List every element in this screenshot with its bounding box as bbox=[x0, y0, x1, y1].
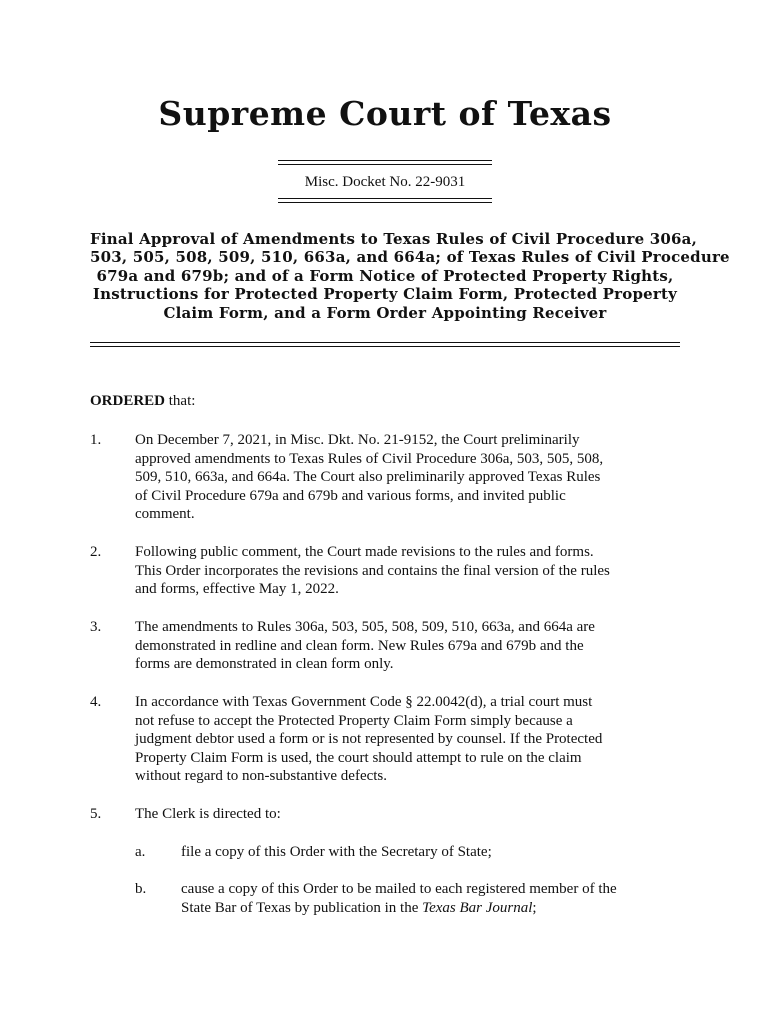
sub-item-text-post: ; bbox=[532, 899, 537, 916]
sub-item-text bbox=[181, 880, 681, 917]
item-text bbox=[135, 693, 681, 786]
docket-number: Misc. Docket No. 22-9031 bbox=[304, 174, 466, 190]
item-text bbox=[135, 431, 681, 524]
item-line: approved amendments to Texas Rules of Civil Procedure 306a, 503, 505, 508, bbox=[135, 450, 604, 467]
section-divider bbox=[90, 342, 680, 347]
docket-rule-top bbox=[278, 160, 492, 165]
item-line: On December 7, 2021, in Misc. Dkt. No. 21-9152, the Court preliminarily bbox=[135, 432, 580, 448]
docket-rule-bottom bbox=[278, 198, 492, 203]
order-heading bbox=[90, 230, 730, 322]
heading-line: Final Approval of Amendments to Texas Rules of Civil Procedure 306a, bbox=[90, 230, 697, 248]
item-number: 1. bbox=[90, 432, 102, 448]
heading-line: 503, 505, 508, 509, 510, 663a, and 664a; of Texas Rules of Civil Procedure bbox=[90, 248, 730, 267]
item-number: 2. bbox=[90, 544, 102, 560]
ordered-line bbox=[90, 393, 195, 410]
item-line: This Order incorporates the revisions and contains the final version of the rules bbox=[135, 562, 610, 579]
sub-item-line: file a copy of this Order with the Secretary of State; bbox=[181, 844, 492, 860]
item-number: 3. bbox=[90, 619, 102, 635]
court-title: Supreme Court of Texas bbox=[158, 94, 612, 133]
item-line: The amendments to Rules 306a, 503, 505, 508, 509, 510, 663a, and 664a are bbox=[135, 619, 595, 635]
item-line: Property Claim Form is used, the court should attempt to rule on the claim bbox=[135, 749, 582, 766]
item-text bbox=[135, 805, 681, 824]
item-text bbox=[135, 543, 681, 599]
sub-item-line: cause a copy of this Order to be mailed to each registered member of the bbox=[181, 881, 617, 897]
ordered-bold: ORDERED bbox=[90, 393, 166, 409]
item-line: comment. bbox=[135, 506, 195, 523]
sub-item-letter: b. bbox=[135, 881, 147, 897]
ordered-rest: that: bbox=[165, 393, 196, 409]
item-line: without regard to non-substantive defects. bbox=[135, 768, 388, 785]
sub-item-letter: a. bbox=[135, 844, 146, 860]
heading-line: Claim Form, and a Form Order Appointing Receiver bbox=[163, 303, 607, 322]
heading-line: 679a and 679b; and of a Form Notice of Protected Property Rights, bbox=[96, 266, 674, 285]
sub-item-line bbox=[181, 899, 681, 918]
item-line: The Clerk is directed to: bbox=[135, 806, 281, 822]
heading-line: Instructions for Protected Property Claim Form, Protected Property bbox=[92, 285, 678, 304]
item-line: demonstrated in redline and clean form. New Rules 679a and 679b and the bbox=[135, 637, 584, 654]
sub-item-text bbox=[181, 843, 681, 862]
item-number: 4. bbox=[90, 694, 102, 710]
item-number: 5. bbox=[90, 806, 102, 822]
item-text bbox=[135, 618, 681, 674]
item-line: and forms, effective May 1, 2022. bbox=[135, 581, 339, 598]
item-line: of Civil Procedure 679a and 679b and various forms, and invited public bbox=[135, 487, 566, 504]
item-line: judgment debtor used a form or is not represented by counsel. If the Protected bbox=[135, 731, 603, 748]
item-line: In accordance with Texas Government Code § 22.0042(d), a trial court must bbox=[135, 694, 593, 710]
item-line: Following public comment, the Court made revisions to the rules and forms. bbox=[135, 544, 594, 560]
item-line: not refuse to accept the Protected Property Claim Form simply because a bbox=[135, 712, 573, 729]
item-line: 509, 510, 663a, and 664a. The Court also preliminarily approved Texas Rules bbox=[135, 469, 601, 486]
sub-item-text-pre: State Bar of Texas by publication in the bbox=[181, 899, 423, 916]
journal-title: Texas Bar Journal bbox=[422, 899, 533, 916]
item-line: forms are demonstrated in clean form only. bbox=[135, 656, 394, 673]
